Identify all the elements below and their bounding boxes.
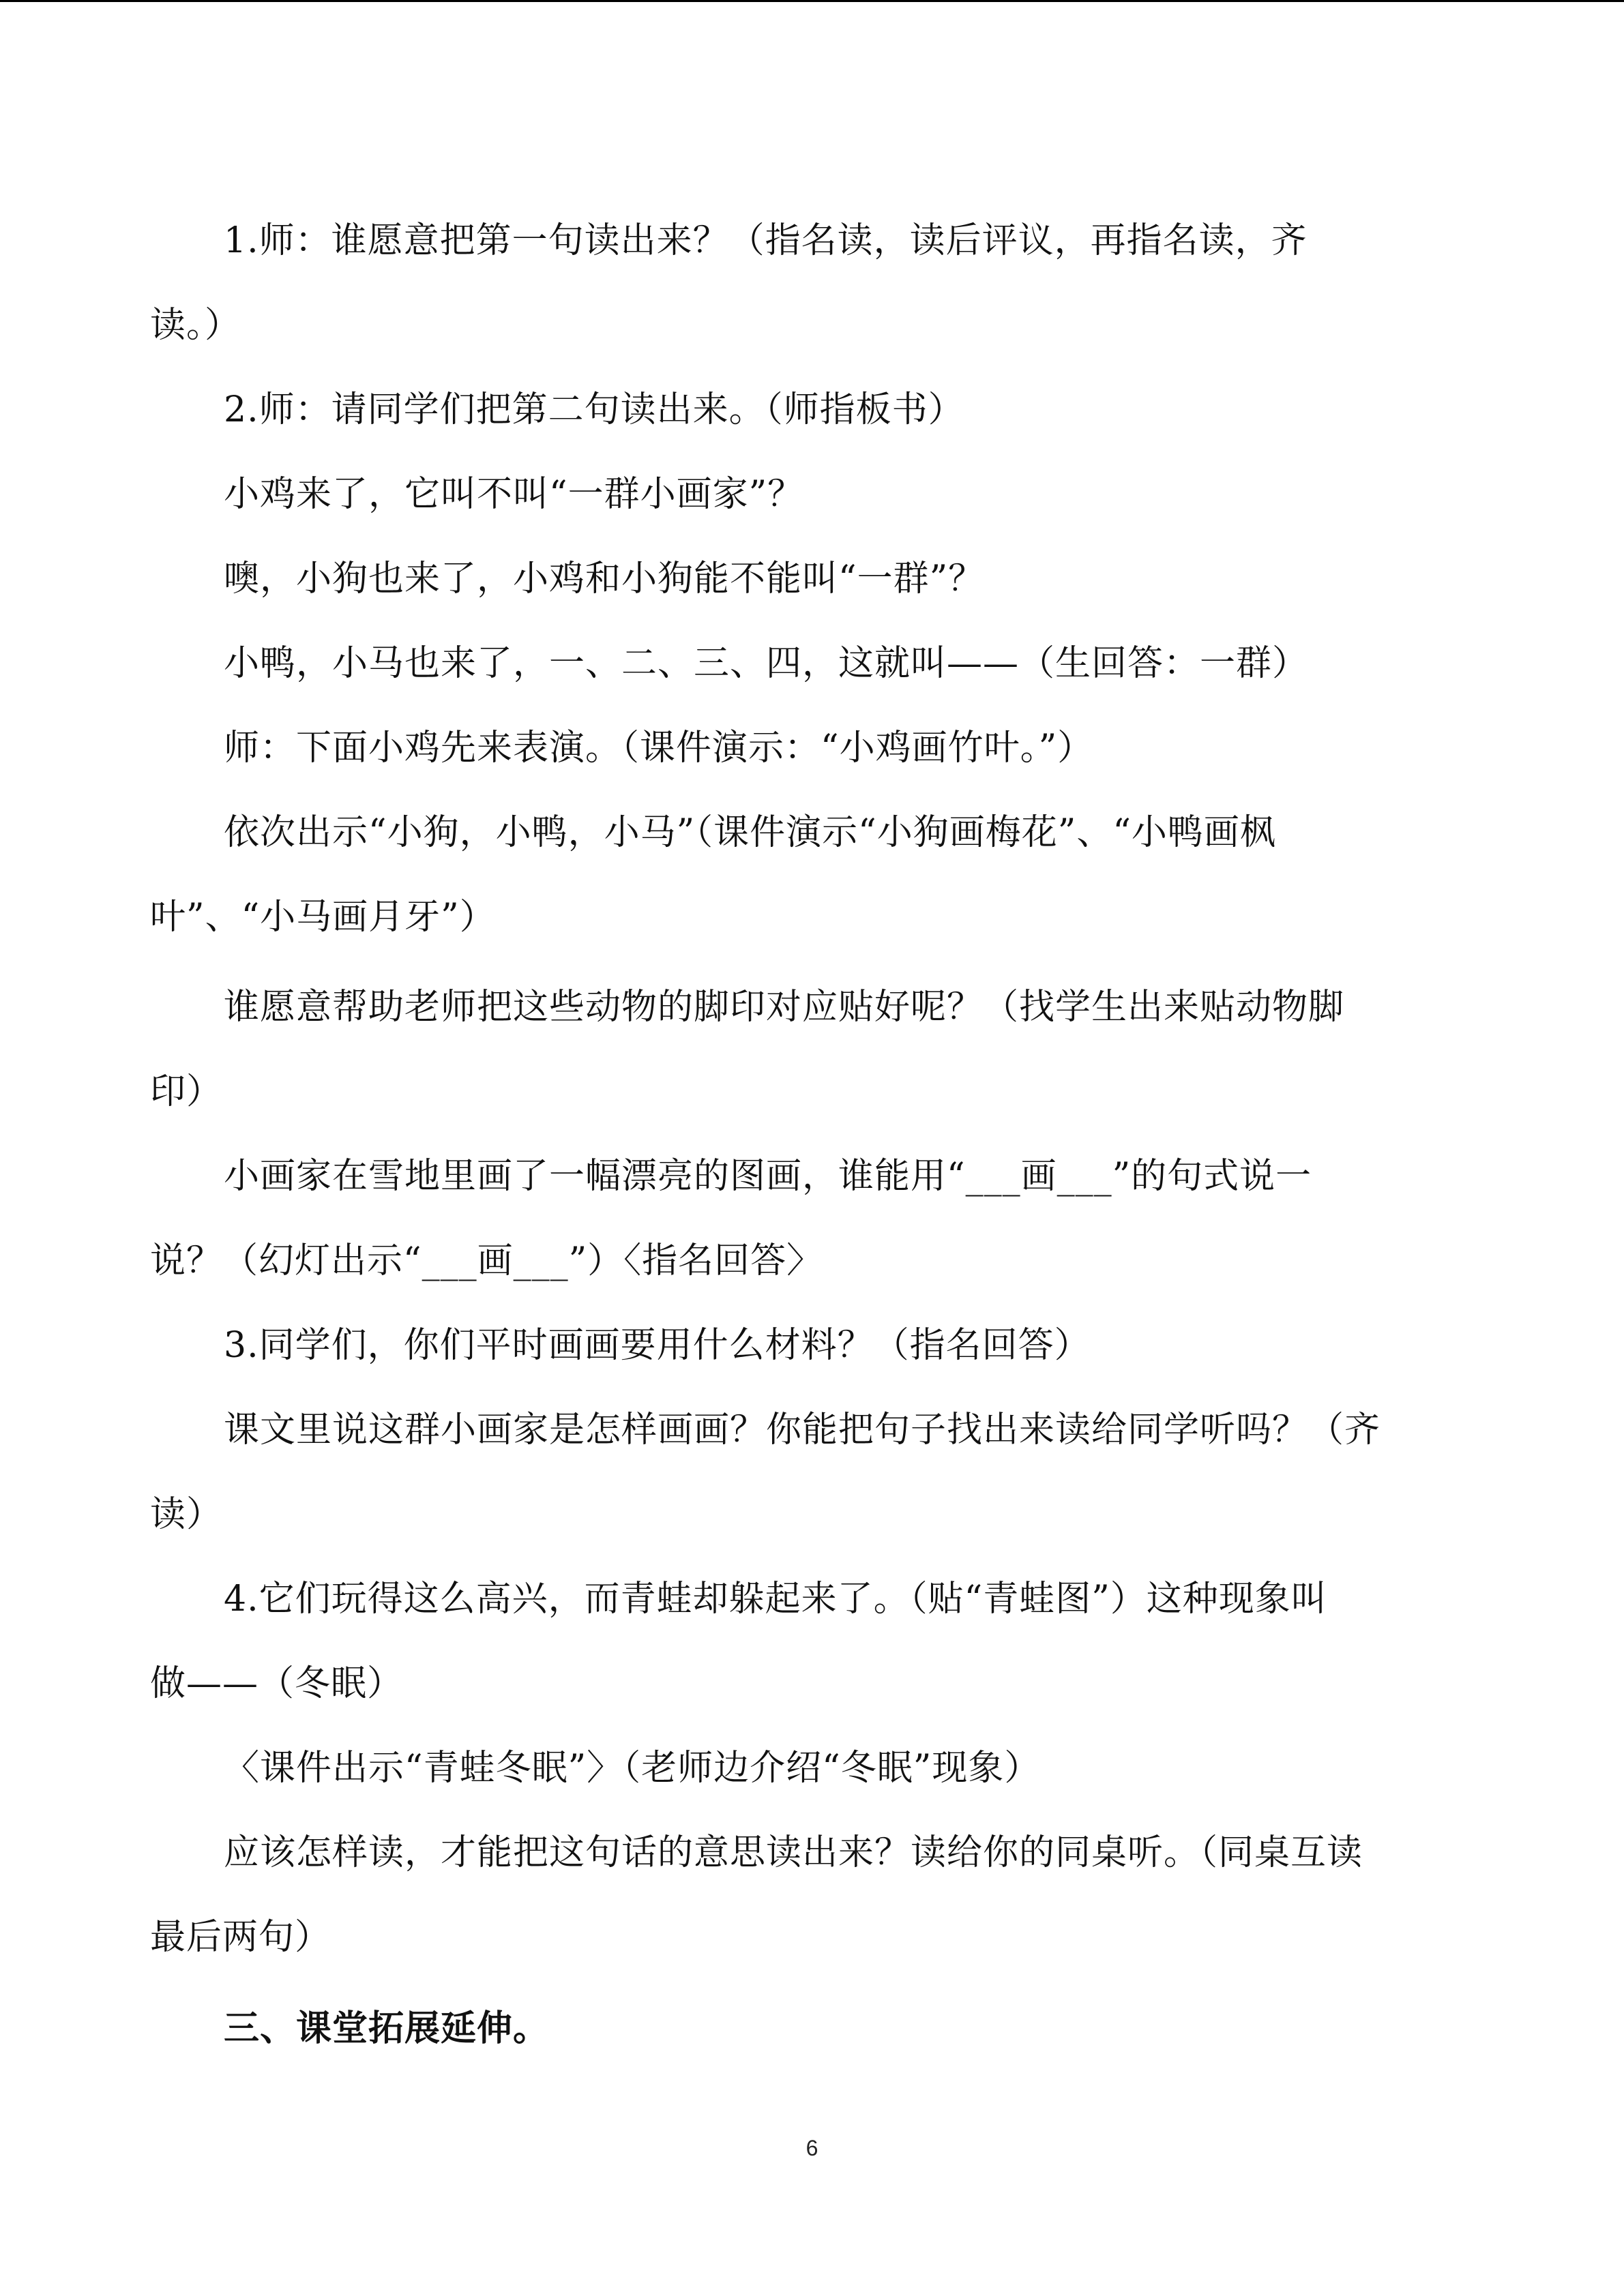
paragraph-line-12: 小画家在雪地里画了一幅漂亮的图画，谁能用“___画___”的句式说一	[224, 1156, 1312, 1197]
paragraph-line-10: 谁愿意帮助老师把这些动物的脚印对应贴好呢？（找学生出来贴动物脚	[224, 987, 1345, 1028]
paragraph-line-20: 应该怎样读，才能把这句话的意思读出来？读给你的同桌听。（同桌互读	[224, 1832, 1363, 1873]
paragraph-line-3: 2.师：请同学们把第二句读出来。（师指板书）	[224, 389, 964, 430]
paragraph-line-16: 读）	[150, 1494, 223, 1535]
paragraph-line-5: 噢，小狗也来了，小鸡和小狗能不能叫“一群”？	[224, 558, 985, 599]
paragraph-line-14: 3.同学们，你们平时画画要用什么材料？（指名回答）	[224, 1325, 1091, 1366]
paragraph-line-6: 小鸭，小马也来了，一、二、三、四，这就叫——（生回答：一群）	[224, 643, 1309, 684]
paragraph-line-9: 叶”、“小马画月牙”）	[150, 897, 496, 938]
paragraph-line-15: 课文里说这群小画家是怎样画画？你能把句子找出来读给同学听吗？（齐	[224, 1410, 1381, 1450]
paragraph-line-7: 师：下面小鸡先来表演。（课件演示：“小鸡画竹叶。”）	[224, 728, 1094, 769]
paragraph-line-1: 1.师：谁愿意把第一句读出来？（指名读，读后评议，再指名读，齐	[224, 220, 1308, 261]
paragraph-line-19: 〈课件出示“青蛙冬眠”〉（老师边介绍“冬眠”现象）	[224, 1748, 1041, 1789]
paragraph-line-8: 依次出示“小狗，小鸭，小马”（课件演示“小狗画梅花”、“小鸭画枫	[224, 812, 1276, 853]
paragraph-line-11: 印）	[150, 1071, 223, 1112]
paragraph-line-17: 4.它们玩得这么高兴，而青蛙却躲起来了。（贴“青蛙图”）这种现象叫	[224, 1579, 1327, 1620]
paragraph-line-13: 说？（幻灯出示“___画___”）〈指名回答〉	[150, 1240, 823, 1281]
paragraph-line-4: 小鸡来了，它叫不叫“一群小画家”？	[224, 474, 804, 515]
paragraph-line-2: 读。）	[150, 305, 241, 346]
paragraph-line-18: 做——（冬眠）	[150, 1663, 404, 1704]
page-number: 6	[806, 2136, 818, 2160]
section-heading: 三、课堂拓展延伸。	[224, 2008, 550, 2049]
paragraph-line-21: 最后两句）	[150, 1917, 331, 1958]
